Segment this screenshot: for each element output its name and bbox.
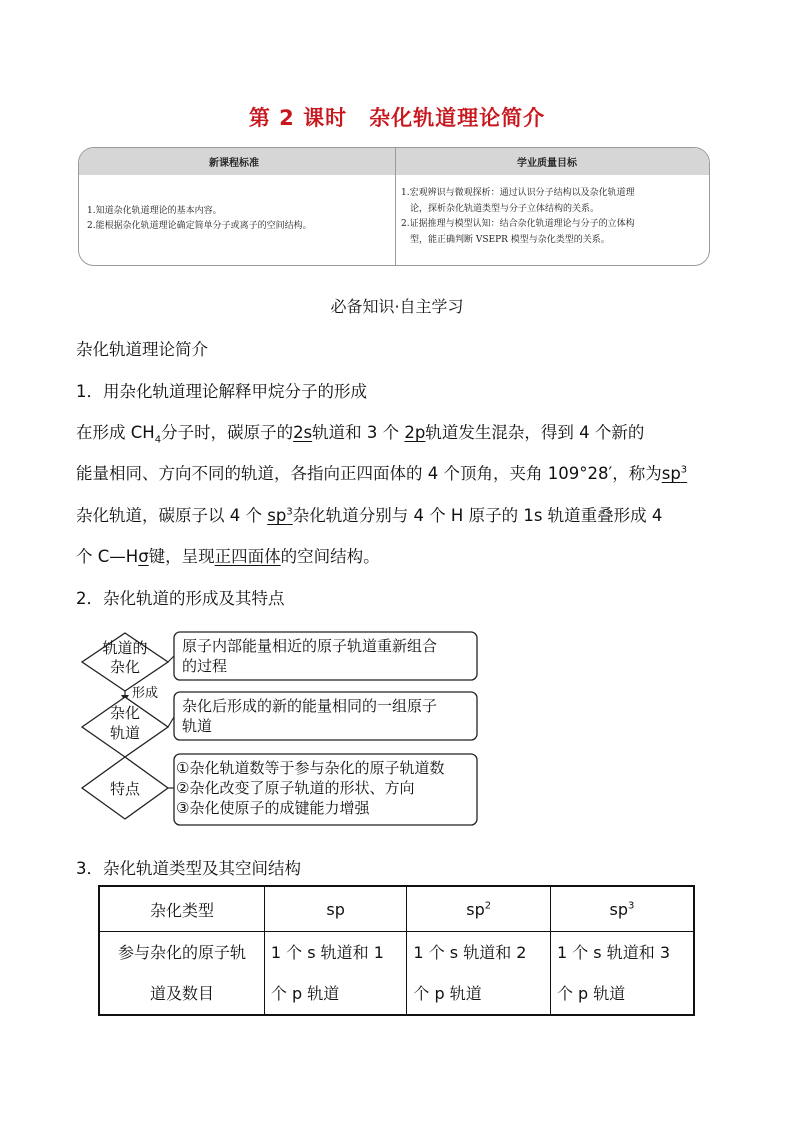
table-header-row [99,886,694,932]
item3-title: 3．杂化轨道类型及其空间结构 [76,859,301,878]
diamond-label-hybrid-orbital: 杂化 轨道 [109,704,140,742]
item1-line2: 能量相同、方向不同的轨道，各指向正四面体的 4 个顶角，夹角 109°28′，称为$sp^3$ [76,464,688,483]
goal-item: 2.证据推理与模型认知：结合杂化轨道理论与分子的立体构 [401,219,635,229]
diamond-label-features: 特点 [109,780,140,798]
item1-line4: 个 C—Hσ键，呈现正四面体的空间结构。 [76,547,380,566]
item2-title: 2．杂化轨道的形成及其特点 [76,589,285,608]
section-title: 必备知识·自主学习 [330,297,464,316]
table-header-cell: $sp^3$ [550,886,694,932]
quality-goal-list [401,186,701,248]
table-header-cell: sp [264,886,407,932]
lesson-topic: 杂化轨道理论简介 [369,106,546,130]
hybridization-flow-diagram [80,625,480,835]
table-header-cell: $sp^2$ [407,886,551,932]
table-cell: 1 个 s 轨道和 2 个 p 轨道 [407,932,551,1016]
table-row-label: 参与杂化的原子轨 道及数目 [99,932,264,1016]
table-row [99,932,694,1016]
answer-blank: 2s [293,423,313,442]
hybrid-orbital-text: 杂化后形成的新的能量相同的一组原子 轨道 [182,697,438,735]
lesson-number: 第 2 课时 [248,106,348,130]
standard-item: 2.能根据杂化轨道理论确定简单分子或离子的空间结构。 [87,221,312,231]
answer-blank: σ [138,547,149,566]
definition-text: 原子内部能量相近的原子轨道重新组合 的过程 [182,637,438,675]
standard-item: 1.知道杂化轨道理论的基本内容。 [87,206,222,216]
standards-header [79,148,709,175]
goal-item: 型，能正确判断 VSEPR 模型与杂化类型的关系。 [410,234,610,245]
standards-divider [395,148,396,265]
goal-item: 1.宏观辨识与微观探析：通过认识分子结构以及杂化轨道理 [401,188,635,198]
item1-line1: 在形成 $CH_4$分子时，碳原子的2s轨道和 3 个 2p轨道发生混杂，得到 4 个新的 [76,423,645,446]
table-header-cell: 杂化类型 [99,886,264,932]
answer-blank: $sp^3$ [267,506,293,525]
table-cell: 1 个 s 轨道和 3 个 p 轨道 [550,932,694,1016]
connector-line [168,717,174,727]
answer-blank: $sp^3$ [661,464,688,483]
quality-goal-header: 学业质量目标 [517,158,577,169]
features-text: ①杂化轨道数等于参与杂化的原子轨道数 ②杂化改变了原子轨道的形状、方向 ③杂化使原子的成键能力增强 [176,759,445,817]
answer-blank: 2p [404,423,426,442]
item1-line3: 杂化轨道，碳原子以 4 个 $sp^3$杂化轨道分别与 4 个 H 原子的 1s 轨道重叠形成 4 [76,506,663,525]
curriculum-standard-list [87,204,387,234]
topic-heading: 杂化轨道理论简介 [76,340,208,359]
table-cell: 1 个 s 轨道和 1 个 p 轨道 [264,932,407,1016]
item1-title: 1．用杂化轨道理论解释甲烷分子的形成 [76,382,367,401]
standards-box [78,147,710,266]
hybridization-table [98,885,695,1016]
arrow-label: 形成 [132,686,159,701]
diamond-label-orbital-hybridization: 轨道的 杂化 [102,639,148,676]
lesson-title [0,102,794,132]
goal-item: 论，探析杂化轨道类型与分子立体结构的关系。 [410,203,600,214]
connector-line [168,656,174,662]
answer-blank: 正四面体 [214,547,281,566]
curriculum-standard-header: 新课程标准 [209,158,259,169]
